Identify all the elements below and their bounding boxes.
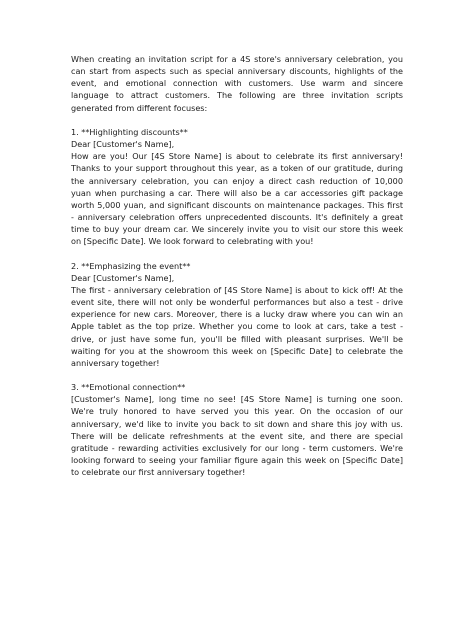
intro-paragraph: When creating an invitation script for a 4S store's anniversary celebration, you can start from aspects such as special anniversary discounts, highlights of the event, and emotional connection with customers. Use warm and sincere language to attract customers. The following are three invitation scripts generated from different focuses: [71,54,403,113]
script-heading: 1. **Highlighting discounts** [71,126,188,137]
spacer [71,369,403,381]
spacer [71,114,403,126]
invitation-script-1 [71,126,403,248]
script-heading: 2. **Emphasizing the event** [71,260,191,271]
invitation-script-3 [71,381,403,478]
script-salutation: Dear [Customer's Name], [71,272,175,283]
script-body: How are you! Our [4S Store Name] is about to celebrate its first anniversary! Thanks to your support throughout this year, as a token of our gratitude, during the anniversary celebration, you can enjoy a direct cash reduction of 10,000 yuan when purchasing a car. There will also be a car accessories gift package worth 5,000 yuan, and significant discounts on maintenance packages. This first - anniversary celebration offers unprecedented discounts. It's definitely a great time to buy your dream car. We sincerely invite you to visit our store this week on [Specific Date]. We look forward to celebrating with you! [71,151,403,247]
invitation-script-2 [71,260,403,369]
script-body: The first - anniversary celebration of [4S Store Name] is about to kick off! At the event site, there will not only be wonderful performances but also a test - drive experience for new cars. Moreover, there is a lucky draw where you can win an Apple tablet as the top prize. Whether you come to look at cars, take a test - drive, or just have some fun, you'll be filled with pleasant surprises. We'll be waiting for you at the showroom this week on [Specific Date] to celebrate the anniversary together! [71,284,403,368]
script-heading: 3. **Emotional connection** [71,382,186,393]
document-page [71,53,403,478]
script-salutation: Dear [Customer's Name], [71,139,175,150]
spacer [71,247,403,259]
script-body: [Customer's Name], long time no see! [4S Store Name] is turning one soon. We're truly honored to have served you this year. On the occasion of our anniversary, we'd like to invite you back to sit down and share this joy with us. There will be delicate refreshments at the event site, and there are special gratitude - rewarding activities exclusively for our long - term customers. We're looking forward to seeing your familiar figure again this week on [Specific Date] to celebrate our first anniversary together! [71,394,403,478]
